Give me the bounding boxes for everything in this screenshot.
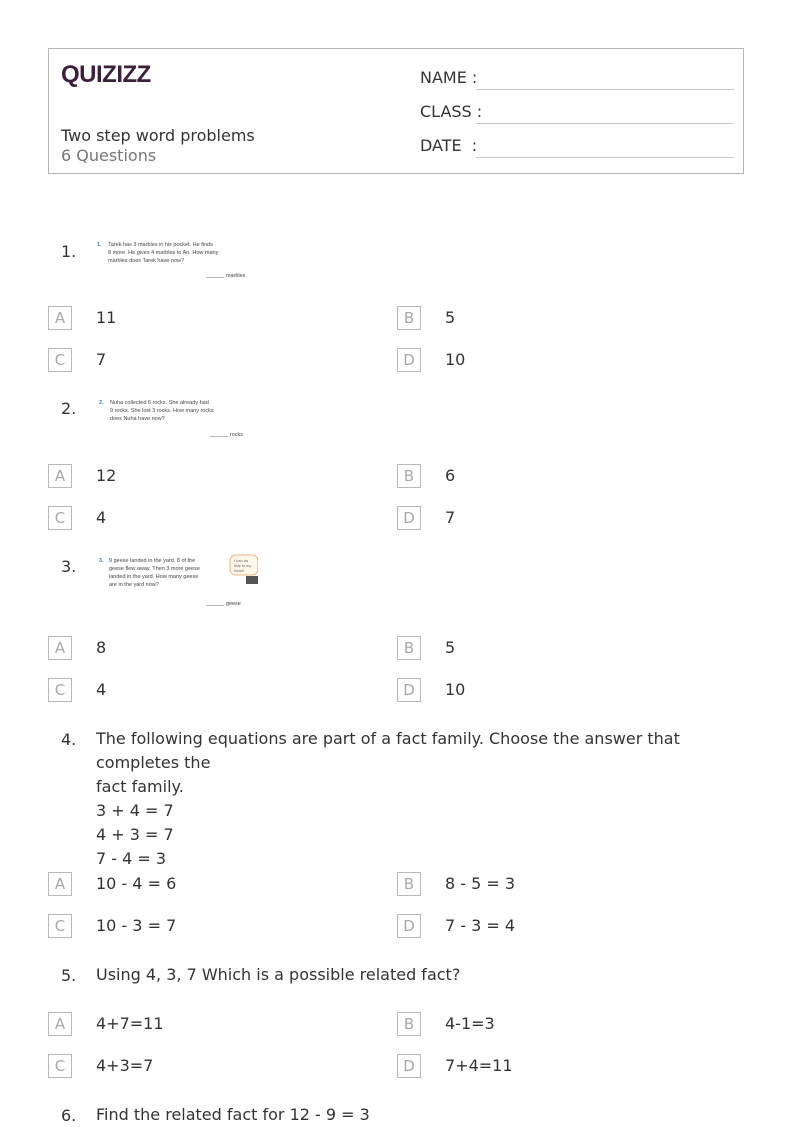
- answer-option[interactable]: [48, 1054, 348, 1080]
- option-letter: D: [397, 506, 421, 530]
- option-text: 4+7=11: [96, 1014, 164, 1033]
- option-text: 4: [96, 508, 107, 527]
- option-letter: A: [48, 1012, 72, 1036]
- answer-option[interactable]: [397, 1054, 697, 1080]
- option-text: 11: [96, 308, 117, 327]
- svg-text:are in the yard now?: are in the yard now?: [109, 582, 159, 588]
- option-letter: C: [48, 506, 72, 530]
- svg-text:9 rocks. She lost 3 rocks. How: 9 rocks. She lost 3 rocks. How many rocks: [110, 408, 214, 414]
- class-field: [420, 102, 734, 124]
- question-number: 2.: [61, 399, 77, 418]
- question-number: 6.: [61, 1106, 77, 1125]
- svg-text:9 geese landed in the yard. 8: 9 geese landed in the yard. 8 of the: [109, 558, 196, 564]
- question-line: 7 - 4 = 3: [96, 849, 167, 868]
- answer-option[interactable]: [397, 872, 697, 898]
- class-label: CLASS :: [420, 102, 483, 121]
- option-text: 8: [96, 638, 107, 657]
- question-2-image: [96, 396, 258, 440]
- option-text: 5: [445, 638, 456, 657]
- svg-text:______ marbles: ______ marbles: [206, 273, 246, 279]
- option-letter: A: [48, 636, 72, 660]
- question-line: The following equations are part of a fact family. Choose the answer that completes the: [96, 729, 680, 772]
- question-number: 1.: [61, 242, 77, 261]
- answer-option[interactable]: [48, 678, 348, 704]
- option-letter: B: [397, 306, 421, 330]
- svg-text:8 more. He gives 4 marbles to: 8 more. He gives 4 marbles to Ari. How many: [108, 250, 219, 256]
- option-text: 7: [445, 508, 456, 527]
- name-label: NAME :: [420, 68, 478, 87]
- option-letter: C: [48, 914, 72, 938]
- option-letter: C: [48, 1054, 72, 1078]
- class-line[interactable]: [476, 123, 734, 124]
- answer-option[interactable]: [48, 306, 348, 332]
- date-label: DATE :: [420, 136, 478, 155]
- option-text: 10: [445, 680, 466, 699]
- svg-text:1.: 1.: [97, 242, 102, 248]
- question-3-image: [96, 552, 258, 610]
- option-text: 8 - 5 = 3: [445, 874, 516, 893]
- question-number: 4.: [61, 730, 77, 749]
- question-line: 3 + 4 = 7: [96, 801, 174, 820]
- svg-text:that in my: that in my: [234, 563, 252, 568]
- question-text: [96, 963, 746, 987]
- answer-option[interactable]: [48, 1012, 348, 1038]
- svg-text:2.: 2.: [99, 400, 104, 406]
- option-text: 6: [445, 466, 456, 485]
- svg-text:does Nuha have now?: does Nuha have now?: [110, 416, 165, 422]
- answer-option[interactable]: [397, 506, 697, 532]
- svg-text:______ rocks: ______ rocks: [210, 432, 244, 438]
- name-field: [420, 68, 734, 90]
- question-1-image: [96, 238, 256, 282]
- svg-text:Tarek has 3 marbles in his poc: Tarek has 3 marbles in his pocket. He finds: [108, 242, 213, 248]
- question-line: fact family.: [96, 777, 184, 796]
- option-letter: A: [48, 872, 72, 896]
- option-letter: B: [397, 636, 421, 660]
- option-letter: A: [48, 306, 72, 330]
- option-text: 7 - 3 = 4: [445, 916, 516, 935]
- answer-option[interactable]: [397, 914, 697, 940]
- option-text: 10: [445, 350, 466, 369]
- quizizz-logo: [61, 59, 171, 89]
- question-number: 5.: [61, 966, 77, 985]
- option-letter: B: [397, 1012, 421, 1036]
- answer-option[interactable]: [48, 914, 348, 940]
- option-letter: D: [397, 348, 421, 372]
- question-text: [96, 1103, 746, 1127]
- svg-text:QUIZIZZ: QUIZIZZ: [61, 61, 151, 88]
- svg-text:Nuha collected 6 rocks. She al: Nuha collected 6 rocks. She already had: [110, 400, 209, 406]
- answer-option[interactable]: [397, 464, 697, 490]
- answer-option[interactable]: [397, 678, 697, 704]
- worksheet-title: Two step word problems: [61, 126, 255, 145]
- worksheet-header: [48, 48, 744, 174]
- option-letter: D: [397, 1054, 421, 1078]
- svg-text:landed in the yard. How many g: landed in the yard. How many geese: [109, 574, 199, 580]
- option-letter: A: [48, 464, 72, 488]
- option-text: 4+3=7: [96, 1056, 154, 1075]
- answer-option[interactable]: [48, 506, 348, 532]
- option-text: 10 - 3 = 7: [96, 916, 177, 935]
- svg-text:______ geese: ______ geese: [206, 601, 241, 607]
- option-letter: D: [397, 678, 421, 702]
- date-field: [420, 136, 734, 158]
- question-line: 4 + 3 = 7: [96, 825, 174, 844]
- option-text: 7+4=11: [445, 1056, 513, 1075]
- svg-text:geese flew away. Then 3 more g: geese flew away. Then 3 more geese: [109, 566, 200, 572]
- svg-text:head!: head!: [234, 568, 245, 573]
- answer-option[interactable]: [397, 1012, 697, 1038]
- option-text: 4: [96, 680, 107, 699]
- svg-text:I can do: I can do: [234, 558, 249, 563]
- option-letter: C: [48, 348, 72, 372]
- option-letter: B: [397, 464, 421, 488]
- option-text: 12: [96, 466, 117, 485]
- option-letter: B: [397, 872, 421, 896]
- question-line: Find the related fact for 12 - 9 = 3: [96, 1105, 370, 1124]
- option-letter: D: [397, 914, 421, 938]
- answer-option[interactable]: [397, 636, 697, 662]
- svg-text:marbles does Tarek have now?: marbles does Tarek have now?: [108, 258, 185, 264]
- answer-option[interactable]: [48, 464, 348, 490]
- svg-text:3.: 3.: [99, 558, 104, 564]
- question-count: 6 Questions: [61, 146, 157, 165]
- answer-option[interactable]: [48, 636, 348, 662]
- answer-option[interactable]: [48, 872, 348, 898]
- option-text: 7: [96, 350, 107, 369]
- option-text: 10 - 4 = 6: [96, 874, 177, 893]
- answer-option[interactable]: [397, 348, 697, 374]
- name-line[interactable]: [476, 89, 734, 90]
- question-number: 3.: [61, 557, 77, 576]
- option-text: 4-1=3: [445, 1014, 495, 1033]
- question-text: [96, 727, 746, 871]
- question-line: Using 4, 3, 7 Which is a possible related fact?: [96, 965, 461, 984]
- option-letter: C: [48, 678, 72, 702]
- answer-option[interactable]: [48, 348, 348, 374]
- option-text: 5: [445, 308, 456, 327]
- answer-option[interactable]: [397, 306, 697, 332]
- date-line[interactable]: [476, 157, 734, 158]
